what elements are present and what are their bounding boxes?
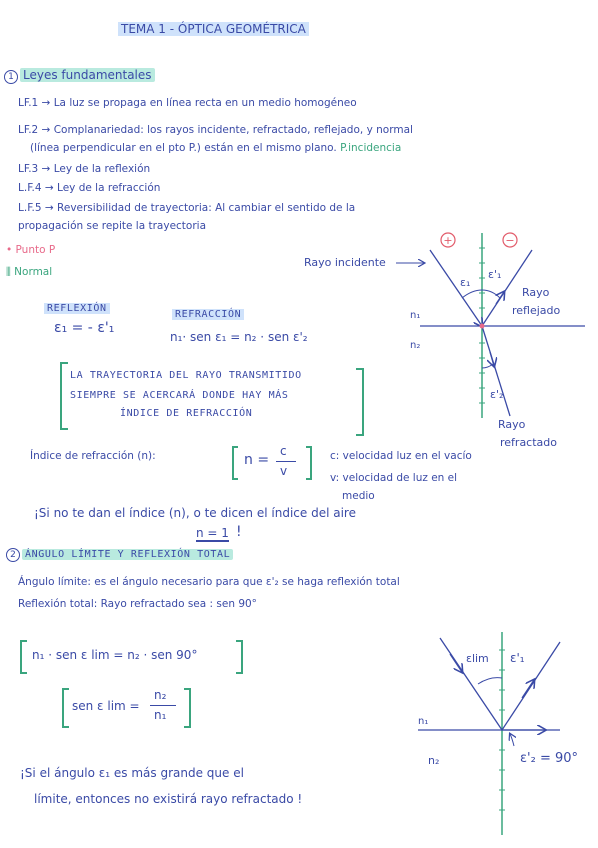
- point-p: [480, 324, 485, 329]
- minus-sign: −: [505, 234, 515, 247]
- label-rayo-reflejado-1: Rayo: [522, 286, 550, 299]
- indice-def-v: v: velocidad de luz en el: [330, 472, 458, 484]
- refraccion-label: [172, 308, 244, 320]
- incident-ray: [430, 250, 482, 326]
- label-rayo-refractado-1: Rayo: [498, 418, 526, 431]
- angle-arc-reflected: [482, 290, 500, 298]
- reflexion-label: [44, 302, 110, 314]
- indice-def-c: c: velocidad luz en el vacío: [330, 450, 472, 462]
- formula1-bracket-left: [20, 640, 27, 674]
- section-2-note-1: ¡Si el ángulo ε₁ es más grande que el: [20, 766, 244, 780]
- label-rayo-incidente: Rayo incidente: [304, 256, 386, 269]
- formula-1: n₁ · sen ε lim = n₂ · sen 90°: [32, 648, 198, 662]
- note-excl: !: [236, 524, 242, 540]
- refraccion-formula: n₁· sen ε₁ = n₂ · sen ε'₂: [170, 330, 308, 344]
- section-1-heading: [4, 68, 155, 84]
- box-line-1: LA TRAYECTORIA DEL RAYO TRANSMITIDO: [70, 370, 302, 381]
- label-rayo-refractado-2: refractado: [500, 436, 557, 449]
- refracted-ray: [482, 326, 510, 416]
- label-e2p: ε'₂: [490, 388, 504, 401]
- indice-formula-v: v: [280, 464, 288, 478]
- section-2-def-1: Ángulo límite: es el ángulo necesario para que ε'₂ se haga reflexión total: [18, 576, 400, 588]
- section-2-number: 2: [6, 548, 20, 562]
- law-1: LF.1 → La luz se propaga en línea recta en un medio homogéneo: [18, 97, 357, 109]
- indice-formula-n: n =: [244, 452, 270, 468]
- title-text: TEMA 1 - ÓPTICA GEOMÉTRICA: [118, 22, 309, 36]
- formula-2-left: sen ε lim =: [72, 699, 140, 713]
- law-2-cont-text: (línea perpendicular en el pto P.) están en el mismo plano.: [30, 142, 337, 154]
- section-2-title: ÁNGULO LÍMITE Y REFLEXIÓN TOTAL: [22, 549, 233, 560]
- indice-fraction-bar: [276, 461, 296, 462]
- indice-bracket-left: [232, 446, 238, 480]
- refraction-diagram: [300, 228, 590, 458]
- law-5-cont: propagación se repite la trayectoria: [18, 220, 207, 232]
- plus-sign: +: [443, 234, 453, 247]
- indice-def-v2: medio: [342, 490, 375, 502]
- section-1-title: Leyes fundamentales: [20, 68, 155, 82]
- page-title: [118, 22, 309, 36]
- formula-2-num: n₂: [154, 688, 167, 702]
- label-n1: n₁: [410, 310, 421, 321]
- refracted-arrow: [490, 352, 494, 366]
- indice-label: Índice de refracción (n):: [30, 450, 156, 462]
- formula2-bracket-left: [62, 688, 69, 728]
- law-2-cont: [30, 142, 401, 154]
- critical-angle-diagram: [410, 630, 596, 840]
- legend-normal: ⫼ Normal: [6, 266, 53, 278]
- legend-point: • Punto P: [6, 244, 56, 256]
- label-rayo-reflejado-2: reflejado: [512, 304, 561, 317]
- label-n2-2: n₂: [428, 754, 440, 767]
- formula1-bracket-right: [236, 640, 243, 674]
- note-value: n = 1: [196, 526, 229, 540]
- angle-arc-refracted: [482, 364, 493, 368]
- formula-2-fraction-bar: [150, 705, 176, 706]
- indice-formula-c: c: [280, 444, 287, 458]
- label-n2: n₂: [410, 340, 421, 351]
- formula2-bracket-right: [184, 688, 191, 728]
- box-bracket-left: [60, 362, 68, 430]
- label-e1: ε₁: [460, 276, 471, 289]
- law-3: LF.3 → Ley de la reflexión: [18, 163, 151, 175]
- reflexion-formula: ε₁ = - ε'₁: [54, 320, 115, 336]
- label-elim: εlim: [466, 652, 489, 665]
- section-2-note-2: límite, entonces no existirá rayo refractado !: [34, 792, 303, 806]
- box-line-3: ÍNDICE DE REFRACCIÓN: [120, 408, 253, 419]
- refraccion-label-text: REFRACCIÓN: [172, 309, 244, 320]
- angle-arc-90: [510, 734, 514, 746]
- section-2-heading: [6, 546, 233, 562]
- section-2-def-2: Reflexión total: Rayo refractado sea : sen 90°: [18, 598, 257, 610]
- law-4: L.F.4 → Ley de la refracción: [18, 182, 161, 194]
- law-2: LF.2 → Complanariedad: los rayos incidente, refractado, reflejado, y normal: [18, 124, 413, 136]
- law-5: L.F.5 → Reversibilidad de trayectoria: Al cambiar el sentido de la: [18, 202, 356, 214]
- note-line: ¡Si no te dan el índice (n), o te dicen el índice del aire: [34, 506, 356, 520]
- reflected-arrow-2: [522, 680, 534, 698]
- angle-arc-incident: [462, 290, 482, 298]
- label-e1p: ε'₁: [488, 268, 502, 281]
- reflexion-label-text: REFLEXIÓN: [44, 303, 110, 314]
- incident-arrow-2: [450, 654, 462, 672]
- box-line-2: SIEMPRE SE ACERCARÁ DONDE HAY MÁS: [70, 390, 289, 401]
- label-e2p-90: ε'₂ = 90°: [520, 751, 579, 766]
- label-e1p-2: ε'₁: [510, 651, 525, 665]
- section-1-number: 1: [4, 70, 18, 84]
- formula-2-den: n₁: [154, 708, 167, 722]
- incidencia-label: P.incidencia: [340, 142, 402, 154]
- angle-arc-limit: [478, 678, 502, 684]
- label-n1-2: n₁: [418, 716, 429, 727]
